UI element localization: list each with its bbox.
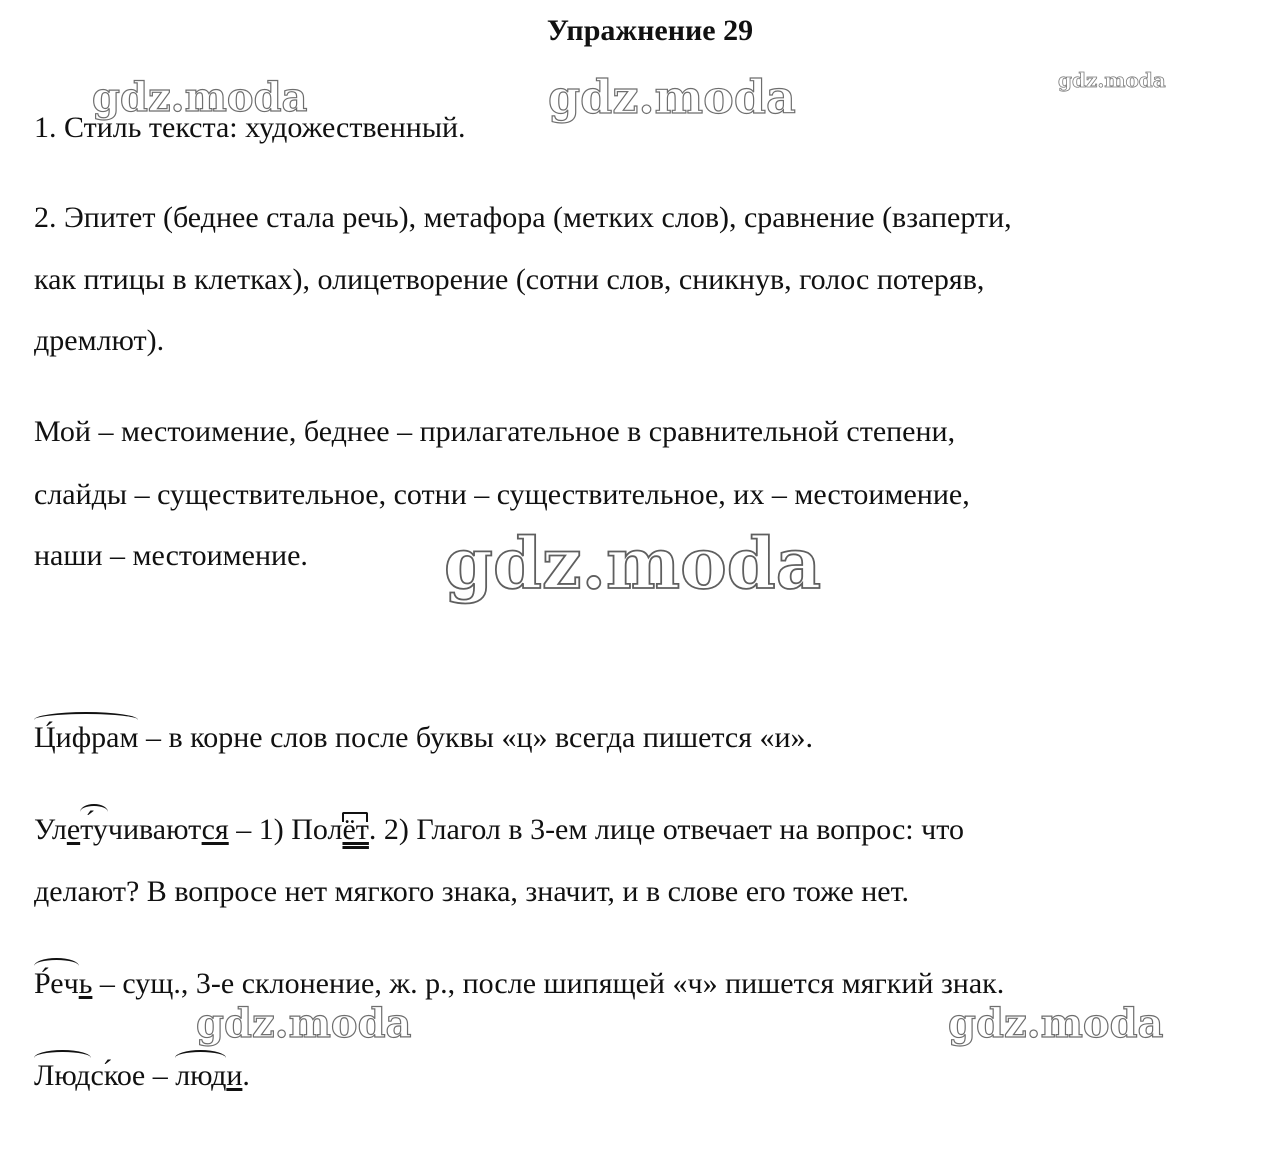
analysis-text: – в корне слов после буквы «ц» всегда пишется «и». <box>138 721 814 754</box>
watermark-logo: gdz.moda <box>196 1000 412 1047</box>
stressed-part: Ци ́ <box>34 721 72 754</box>
analysis-lyudskoe <box>34 1056 250 1096</box>
analysis-text: . 2) Глагол в 3-ем лице отвечает на вопрос: что <box>368 813 964 846</box>
text-line: Мой – местоимение, беднее – прилагательное в сравнительной степени, <box>34 415 956 448</box>
text-line: делают? В вопросе нет мягкого знака, значит, и в слове его тоже нет. <box>34 875 909 908</box>
watermark-logo: gdz.moda <box>444 522 822 605</box>
text-line: 1. Стиль текста: художественный. <box>34 111 466 144</box>
ending-mark: ёт <box>342 810 368 850</box>
word-part: ско ́ <box>91 1059 132 1092</box>
stressed-part: Ре ́ <box>34 967 64 1000</box>
analysis-cifram <box>34 718 813 758</box>
watermark-logo: gdz.moda <box>92 74 308 121</box>
word-part: Ул <box>34 813 67 846</box>
text-line: наши – местоимение. <box>34 539 308 572</box>
analysis-text: . <box>242 1059 250 1092</box>
word-part: е <box>131 1059 146 1092</box>
word-part: и <box>226 1059 243 1092</box>
word-part: фрам <box>71 721 139 754</box>
watermark-logo: gdz.moda <box>1058 68 1166 92</box>
analysis-text: – сущ., 3-е склонение, ж. р., после шипящей «ч» пишется мягкий знак. <box>92 967 1005 1000</box>
page-title: Упражнение 29 <box>546 14 754 47</box>
watermark-logo: gdz.moda <box>548 70 796 124</box>
word-part: ся <box>201 813 229 846</box>
text-line: дремлют). <box>34 324 165 357</box>
word-part: чивают <box>107 813 202 846</box>
analysis-text: – 1) Пол <box>228 813 343 846</box>
root-mark <box>34 718 138 758</box>
text-line: слайды – существительное, сотни – существительное, их – местоимение, <box>34 478 970 511</box>
root-mark: Люд <box>34 1056 91 1096</box>
watermark-logo: gdz.moda <box>948 1000 1164 1047</box>
analysis-text: – <box>145 1059 176 1092</box>
root-mark: ту ́ <box>80 810 108 850</box>
word-part: е <box>66 813 81 846</box>
analysis-rech <box>34 964 1004 1004</box>
root-mark <box>34 964 79 1004</box>
word-part: ч <box>63 967 79 1000</box>
analysis-uletuchivayutsya <box>34 810 964 850</box>
word-part: ь <box>78 967 93 1000</box>
text-line: как птицы в клетках), олицетворение (сотни слов, сникнув, голос потеряв, <box>34 263 985 296</box>
root-mark: люд <box>175 1056 226 1096</box>
text-line: 2. Эпитет (беднее стала речь), метафора (метких слов), сравнение (взаперти, <box>34 201 1012 234</box>
